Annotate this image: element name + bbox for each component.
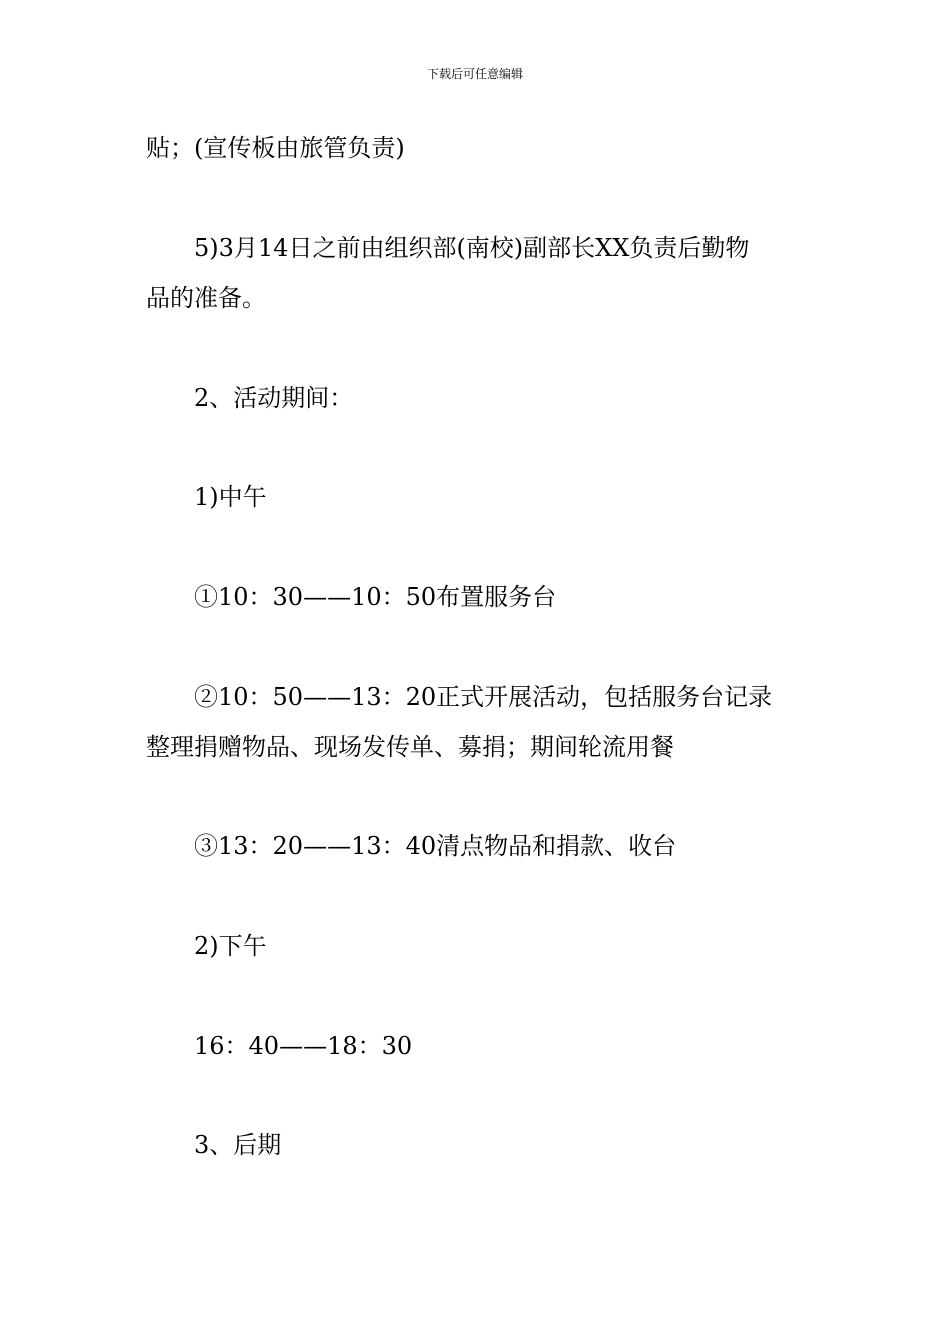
text-line: 整理捐赠物品、现场发传单、募捐；期间轮流用餐 — [146, 733, 674, 761]
text-line: ②10：50——13：20正式开展活动，包括服务台记录 — [194, 683, 773, 711]
text-line: 品的准备。 — [146, 284, 266, 312]
text-line: 贴；(宣传板由旅管负责) — [146, 134, 405, 162]
section-heading: 2、活动期间： — [194, 384, 354, 412]
text-line: ③13：20——13：40清点物品和捐款、收台 — [194, 832, 677, 860]
text-line: 1)中午 — [194, 483, 267, 511]
section-heading: 3、后期 — [194, 1131, 282, 1159]
text-line: ①10：30——10：50布置服务台 — [194, 583, 557, 611]
text-line: 16：40——18：30 — [194, 1032, 413, 1060]
text-line: 2)下午 — [194, 932, 267, 960]
text-line: 5)3月14日之前由组织部(南校)副部长XX负责后勤物 — [194, 234, 750, 262]
page-header: 下载后可任意编辑 — [426, 67, 523, 81]
